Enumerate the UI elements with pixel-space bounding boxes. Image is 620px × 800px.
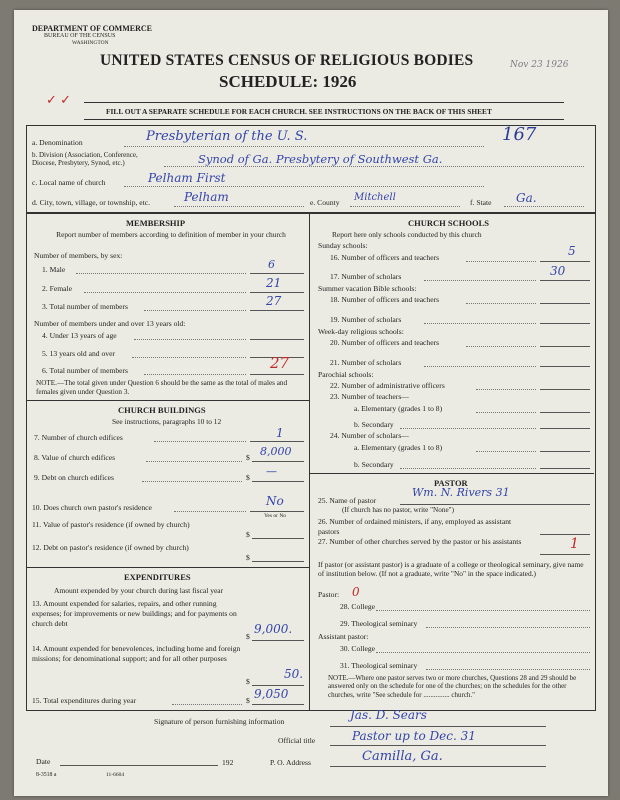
q22-line (476, 389, 536, 390)
q17-label: 17. Number of scholars (330, 272, 402, 281)
q31-line (426, 669, 590, 670)
q1-label: 1. Male (42, 265, 66, 274)
q20-line (466, 346, 536, 347)
form-number: 8-3518 a (36, 772, 57, 778)
q23a-line (476, 412, 536, 413)
date-label: Date (36, 757, 51, 766)
county-line (350, 206, 460, 207)
yes-no-hint: Yes or No (264, 513, 287, 519)
print-number: 11-6604 (106, 772, 125, 778)
date-year: 192 (222, 758, 234, 767)
church-name-value: Pelham First (148, 171, 226, 185)
q12-answer-line (252, 561, 304, 562)
q16-label: 16. Number of officers and teachers (330, 253, 440, 262)
q22-label: 22. Number of administrative officers (330, 381, 445, 390)
q4-line (134, 339, 246, 340)
header-rule-top (84, 102, 564, 103)
q14-value: 50. (284, 667, 304, 681)
q13-dollar: $ (246, 632, 250, 641)
q9-dollar: $ (246, 473, 250, 482)
census-schedule-form (14, 10, 608, 796)
address-label: P. O. Address (270, 758, 311, 767)
q7-line (154, 441, 246, 442)
membership-intro: Report number of members according to definition of member in your church (56, 230, 286, 239)
q14-dollar: $ (246, 677, 250, 686)
city-value: Pelham (184, 190, 229, 204)
state-label: f. State (470, 198, 492, 207)
q9-label: 9. Debt on church edifices (34, 473, 114, 482)
denomination-label: a. Denomination (32, 138, 83, 147)
q24a-line (476, 451, 536, 452)
q8-value: 8,000 (260, 445, 292, 458)
by-sex-label: Number of members, by sex: (34, 251, 123, 260)
date-line (60, 765, 218, 766)
q11-label: 11. Value of pastor's residence (if owned by church) (32, 520, 190, 529)
q10-value: No (266, 494, 284, 508)
q21-label: 21. Number of scholars (330, 358, 402, 367)
q3-answer-line (250, 310, 304, 311)
q8-dollar: $ (246, 453, 250, 462)
q16-answer-line (540, 261, 590, 262)
expenditures-heading: EXPENDITURES (124, 572, 191, 582)
main-table (26, 213, 596, 711)
q1-answer-line (250, 273, 304, 274)
q18-answer-line (540, 303, 590, 304)
q2-line (84, 292, 246, 293)
q14-label: 14. Amount expended for benevolences, including home and foreign missions; for denominational support; and for all other purposes (32, 644, 241, 664)
pastor-sub-label: Pastor: (318, 590, 340, 599)
expenditures-intro: Amount expended by your church during last fiscal year (54, 586, 224, 595)
official-title-value: Pastor up to Dec. 31 (352, 729, 476, 743)
q13-answer-line (252, 640, 304, 641)
q30-line (376, 652, 590, 653)
q27-label: 27. Number of other churches served by the pastor or his assistants (318, 537, 522, 546)
pastor-rule (309, 473, 594, 474)
schedule-title: SCHEDULE: 1926 (219, 72, 357, 91)
denomination-value: Presbyterian of the U. S. (146, 129, 308, 144)
pastor-heading: PASTOR (434, 478, 468, 488)
q23a-label: a. Elementary (grades 1 to 8) (354, 404, 443, 413)
address-value: Camilla, Ga. (362, 749, 443, 764)
check-marks: ✓ ✓ (46, 92, 72, 107)
pastor-note: NOTE.—Where one pastor serves two or more churches, Questions 28 and 29 should be answered only on the schedule for one of the churches; on the schedules for the other churches, write "See schedule for ............... church." (328, 674, 577, 699)
department-name: DEPARTMENT OF COMMERCE (32, 24, 153, 33)
state-value: Ga. (516, 191, 537, 205)
q21-answer-line (540, 366, 590, 367)
q16-value: 5 (568, 244, 576, 258)
bureau-city: WASHINGTON (72, 40, 109, 46)
city-line (174, 206, 304, 207)
q23b-answer-line (540, 428, 590, 429)
q31-label: 31. Theological seminary (340, 661, 418, 670)
q20-answer-line (540, 346, 590, 347)
q13-value: 9,000. (254, 622, 293, 636)
q18-line (466, 303, 536, 304)
q11-answer-line (252, 538, 304, 539)
q11-dollar: $ (246, 530, 250, 539)
q19-answer-line (540, 323, 590, 324)
q27-value: 1 (570, 536, 579, 552)
q10-line (174, 511, 246, 512)
parochial-label: Parochial schools: (318, 370, 374, 379)
q7-answer-line (250, 441, 304, 442)
column-divider (309, 213, 310, 711)
q4-label: 4. Under 13 years of age (42, 331, 117, 340)
weekday-label: Week-day religious schools: (318, 327, 404, 336)
q22-answer-line (540, 389, 590, 390)
church-name-label: c. Local name of church (32, 178, 106, 187)
q25-label: 25. Name of pastor (318, 496, 377, 505)
q19-label: 19. Number of scholars (330, 315, 402, 324)
county-label: e. County (310, 198, 340, 207)
q5-label: 5. 13 years old and over (42, 349, 115, 358)
q15-label: 15. Total expenditures during year (32, 696, 137, 705)
signature-value: Jas. D. Sears (350, 708, 427, 722)
buildings-sub: See instructions, paragraphs 10 to 12 (112, 417, 222, 426)
q12-dollar: $ (246, 553, 250, 562)
church-name-line (124, 186, 484, 187)
division-line (164, 166, 584, 167)
q24-label: 24. Number of scholars— (330, 431, 409, 440)
q24b-line (400, 468, 536, 469)
buildings-heading: CHURCH BUILDINGS (118, 405, 206, 415)
q28-line (376, 610, 590, 611)
denomination-line (124, 146, 484, 147)
county-value: Mitchell (354, 192, 396, 203)
q6-line (144, 374, 246, 375)
q14-answer-line (252, 685, 304, 686)
q23b-label: b. Secondary (354, 420, 394, 429)
q4-answer-line (250, 339, 304, 340)
q24a-label: a. Elementary (grades 1 to 8) (354, 443, 443, 452)
address-line (330, 766, 546, 767)
q26-answer-line (540, 534, 590, 535)
q15-answer-line (252, 704, 304, 705)
q2-value: 21 (266, 276, 282, 290)
q7-value: 1 (276, 426, 284, 440)
q9-dash: — (266, 465, 277, 478)
graduate-note: If pastor (or assistant pastor) is a graduate of a college or theological seminary, give name of institution below. (If not a graduate, write "No" in the space indicated.) (318, 560, 584, 578)
q21-line (424, 366, 536, 367)
q13-label: 13. Amount expended for salaries, repairs, and other running expenses; for improvements or new buildings; and for payments on church debt (32, 599, 237, 629)
q24b-label: b. Secondary (354, 460, 394, 469)
signature-label: Signature of person furnishing information (154, 717, 285, 726)
pastor-mark: 0 (352, 585, 360, 599)
q6-answer-line (250, 374, 304, 375)
instruction-line: FILL OUT A SEPARATE SCHEDULE FOR EACH CHURCH. SEE INSTRUCTIONS ON THE BACK OF THIS SHEET (106, 107, 492, 116)
q9-answer-line (252, 481, 304, 482)
q24a-answer-line (540, 451, 590, 452)
division-label: b. Division (Association, Conference, Diocese, Presbytery, Synod, etc.) (32, 151, 138, 167)
q7-label: 7. Number of church edifices (34, 433, 123, 442)
summer-label: Summer vacation Bible schools: (318, 284, 417, 293)
city-label: d. City, town, village, or township, etc. (32, 198, 151, 207)
expenditures-rule (26, 567, 309, 568)
q8-label: 8. Value of church edifices (34, 453, 116, 462)
date-stamp: Nov 23 1926 (510, 60, 569, 70)
bureau-name: BUREAU OF THE CENSUS (44, 33, 116, 39)
q26-label: 26. Number of ordained ministers, if any, employed as assistant pastors (318, 517, 512, 536)
q5-line (132, 357, 246, 358)
signature-line (330, 726, 546, 727)
buildings-rule (26, 400, 309, 401)
official-title-line (330, 745, 546, 746)
q27-answer-line (540, 554, 590, 555)
q25-value: Wm. N. Rivers 31 (412, 486, 510, 499)
q6-label: 6. Total number of members (42, 366, 129, 375)
q2-label: 2. Female (42, 284, 72, 293)
q18-label: 18. Number of officers and teachers (330, 295, 440, 304)
q23b-line (400, 428, 536, 429)
assistant-label: Assistant pastor: (318, 632, 369, 641)
q15-line (172, 704, 242, 705)
membership-heading: MEMBERSHIP (126, 218, 186, 228)
q15-dollar: $ (246, 696, 250, 705)
q1-line (76, 273, 246, 274)
q10-answer-line (250, 511, 304, 512)
q3-value: 27 (266, 294, 282, 308)
schools-intro: Report here only schools conducted by this church (332, 230, 482, 239)
q3-label: 3. Total number of members (42, 302, 129, 311)
q17-answer-line (540, 280, 590, 281)
q15-value: 9,050 (254, 687, 289, 701)
q24b-answer-line (540, 468, 590, 469)
state-line (504, 206, 584, 207)
q25-sub: (If church has no pastor, write "None") (342, 506, 454, 514)
sunday-label: Sunday schools: (318, 241, 368, 250)
by-age-label: Number of members under and over 13 years old: (34, 319, 186, 328)
q28-label: 28. College (340, 602, 376, 611)
q9-line (142, 481, 242, 482)
division-value: Synod of Ga. Presbytery of Southwest Ga. (198, 152, 443, 166)
q20-label: 20. Number of officers and teachers (330, 338, 440, 347)
q10-label: 10. Does church own pastor's residence (32, 503, 152, 512)
q29-label: 29. Theological seminary (340, 619, 418, 628)
q23-label: 23. Number of teachers— (330, 392, 409, 401)
q23a-answer-line (540, 412, 590, 413)
q12-label: 12. Debt on pastor's residence (if owned by church) (32, 543, 189, 552)
q19-line (424, 323, 536, 324)
official-title-label: Official title (278, 736, 316, 745)
q29-line (426, 627, 590, 628)
membership-note: NOTE.—The total given under Question 6 should be the same as the total of males and females given under Question 3. (36, 379, 288, 396)
q17-value: 30 (550, 264, 566, 278)
schools-heading: CHURCH SCHOOLS (408, 218, 489, 228)
denomination-code: 167 (502, 124, 537, 145)
q6-value: 27 (270, 354, 290, 372)
header-rule-bottom (84, 119, 564, 120)
q16-line (466, 261, 536, 262)
q3-line (144, 310, 246, 311)
q17-line (424, 280, 536, 281)
form-title: UNITED STATES CENSUS OF RELIGIOUS BODIES (100, 52, 474, 69)
q8-answer-line (252, 461, 304, 462)
q8-line (146, 461, 242, 462)
q1-value: 6 (268, 258, 275, 271)
q30-label: 30. College (340, 644, 376, 653)
q25-answer-line (400, 504, 590, 505)
q2-answer-line (250, 292, 304, 293)
